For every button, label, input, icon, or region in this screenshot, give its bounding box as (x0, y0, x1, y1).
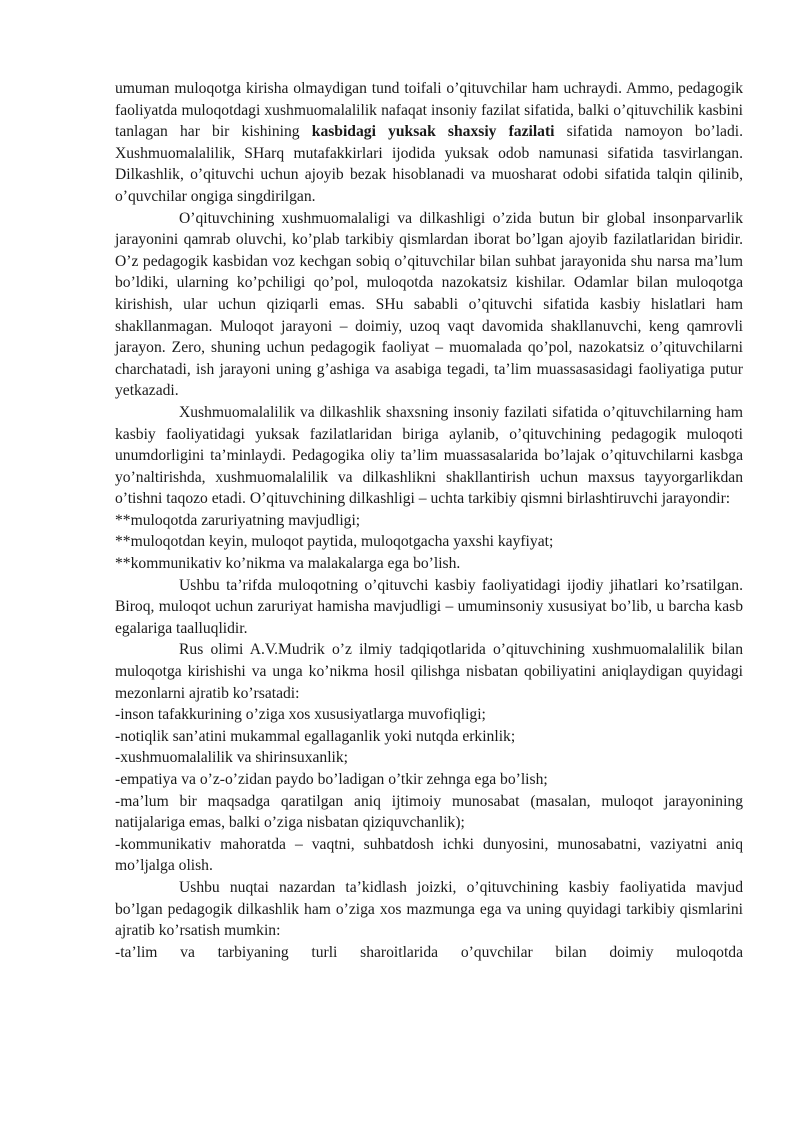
list-item: -kommunikativ mahoratda – vaqtni, suhbatdosh ichki dunyosini, munosabatni, vaziyatni aniq mo’ljalga olish. (115, 835, 743, 875)
list-item: -notiqlik san’atini mukammal egallaganlik yoki nutqda erkinlik; (115, 727, 516, 745)
list-item: -xushmuomalalilik va shirinsuxanlik; (115, 749, 349, 767)
paragraph-3: Xushmuomalalilik va dilkashlik shaxsning insoniy fazilati sifatida o’qituvchilarning ham kasbiy faoliyatidagi yuksak fazilatlaridan biriga aylanib, o’qituvchining pedagogik muloqoti unumdorligini ta’minlaydi. Pedagogika oliy ta’lim muassasalarida bo’lajak o’qituvchilarni kasbga yo’naltirishda, xushmuomalalilik va dilkashlikni shakllantirish uchun maxsus tayyorgarlikdan o’tishni taqozo etadi. O’qituvchining dilkashligi – uchta tarkibiy qismni birlashtiruvchi jarayondir: (115, 403, 743, 508)
list-item: -ma’lum bir maqsadga qaratilgan aniq ijtimoiy munosabat (masalan, muloqot jarayonining natijalariga emas, balki o’ziga nisbatan qiziquvchanlik); (115, 792, 743, 832)
paragraph-1-text-start: umuman muloqotga kirisha olmaydigan tund toifali o’qituvchilar ham uchraydi. Ammo, pedagogik faoliyatda muloqotdagi xushmuomalalilik nafaqat insoniy fazilat sifatida, balki o’qituvchilik kasbini tanlagan har bir kishining (115, 80, 743, 141)
paragraph-4: Ushbu ta’rifda muloqotning o’qituvchi kasbiy faoliyatidagi ijodiy jihatlari ko’rsatilgan. Biroq, muloqot uchun zaruriyat hamisha mavjudligi – umuminsoniy xususiyat bo’lib, u barcha kasb egalariga taalluqlidir. (115, 576, 743, 637)
paragraph-2: O’qituvchining xushmuomalaligi va dilkashligi o’zida butun bir global insonparvarlik jarayonini qamrab oluvchi, ko’plab tarkibiy qismlardan iborat bo’lgan ajoyib fazilatlaridan biridir. O’z pedagogik kasbidan voz kechgan sobiq o’qituvchilar bilan suhbat jarayonida shu narsa ma’lum bo’ldiki, ularning ko’pchiligi qo’pol, muloqotda nazokatsiz kishilar. Odamlar bilan muloqotga kirishish, ular uchun qiziqarli emas. SHu sababli o’qituvchi sifatida kasbiy hislatlari ham shakllanmagan. Muloqot jarayoni – doimiy, uzoq vaqt davomida shakllanuvchi, keng qamrovli jarayon. Zero, shuning uchun pedagogik faoliyat – muomalada qo’pol, nazokatsiz o’qituvchilarni charchatadi, ish jarayoni uning g’ashiga va asabiga tegadi, ta’lim muassasasidagi faoliyatiga putur yetkazadi. (115, 209, 743, 400)
list-item: **muloqotdan keyin, muloqot paytida, muloqotgacha yaxshi kayfiyat; (115, 533, 554, 551)
list-item: -empatiya va o’z-o’zidan paydo bo’ladigan o’tkir zehnga ega bo’lish; (115, 771, 548, 788)
paragraph-5: Rus olimi A.V.Mudrik o’z ilmiy tadqiqotlarida o’qituvchining xushmuomalalilik bilan muloqotga kirishishi va unga ko’nikma hosil qilishga nisbatan qobiliyatini aniqlaydigan quyidagi mezonlarni ajratib ko’rsatadi: (115, 641, 743, 702)
paragraph-1-bold-phrase: kasbidagi yuksak shaxsiy fazilati (311, 123, 555, 141)
paragraph-1 (115, 78, 743, 208)
document-page (115, 78, 743, 963)
paragraph-1-text-end: sifatida namoyon bo’ladi. Xushmuomalalilik, SHarq mutafakkirlari ijodida yuksak odob namunasi sifatida tasvirlangan. Dilkashlik, o’qituvchi uchun ajoyib bezak hisoblanadi va muosharat odobi sifatida talqin qilinib, o’quvchilar ongiga singdirilgan. (115, 123, 744, 205)
list-item: -inson tafakkurining o’ziga xos xususiyatlarga muvofiqligi; (115, 706, 486, 724)
paragraph-6: Ushbu nuqtai nazardan ta’kidlash joizki, o’qituvchining kasbiy faoliyatida mavjud bo’lgan pedagogik dilkashlik ham o’ziga xos mazmunga ega va uning quyidagi tarkibiy qismlarini ajratib ko’rsatish mumkin: (115, 878, 743, 940)
list-item: **muloqotda zaruriyatning mavjudligi; (115, 511, 361, 529)
list-item: **kommunikativ ko’nikma va malakalarga ega bo’lish. (115, 555, 461, 573)
paragraph-7: -ta’lim va tarbiyaning turli sharoitlarida o’quvchilar bilan doimiy muloqotda (115, 943, 743, 961)
